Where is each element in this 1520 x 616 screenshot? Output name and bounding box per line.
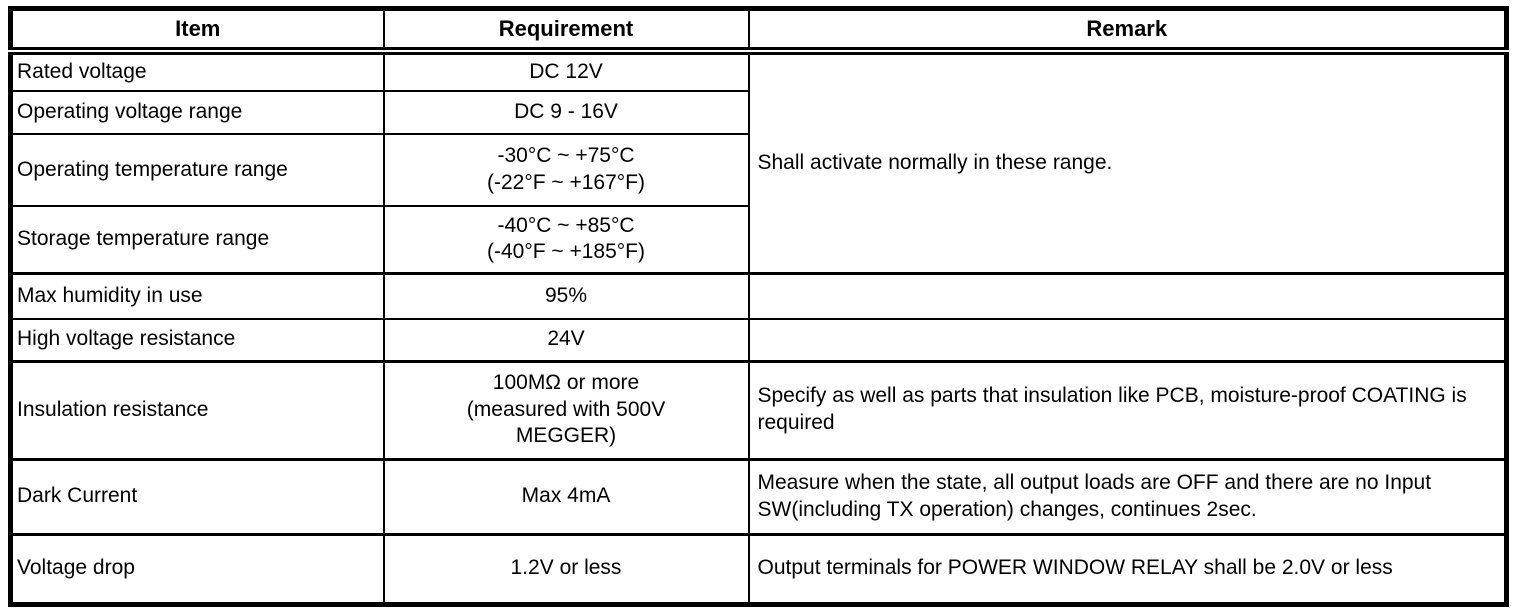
requirement-cell xyxy=(384,134,749,206)
requirement-cell: Max 4mA xyxy=(384,459,749,534)
item-cell: Dark Current xyxy=(11,459,384,534)
requirement-line: (-22°F ~ +167°F) xyxy=(486,171,646,194)
requirement-cell: 95% xyxy=(384,273,749,319)
requirement-cell: DC 9 - 16V xyxy=(384,91,749,134)
col-header-requirement: Requirement xyxy=(384,9,749,52)
item-cell: Max humidity in use xyxy=(11,273,384,319)
table-row xyxy=(11,273,1507,319)
requirement-cell xyxy=(384,361,749,459)
spec-table xyxy=(8,6,1509,607)
remark-cell xyxy=(749,319,1507,361)
remark-cell: Output terminals for POWER WINDOW RELAY shall be 2.0V or less xyxy=(749,534,1507,604)
item-cell: Insulation resistance xyxy=(11,361,384,459)
requirement-cell xyxy=(384,206,749,273)
requirement-line: 100MΩ or more xyxy=(492,371,640,395)
requirement-cell: DC 12V xyxy=(384,51,749,91)
table-row xyxy=(11,459,1507,534)
requirement-line: (measured with 500V xyxy=(466,397,666,421)
remark-cell-merged: Shall activate normally in these range. xyxy=(749,51,1507,273)
col-header-remark: Remark xyxy=(749,9,1507,52)
table-row xyxy=(11,534,1507,604)
remark-cell xyxy=(749,273,1507,319)
table-row xyxy=(11,319,1507,361)
item-cell: Operating temperature range xyxy=(11,134,384,206)
requirement-cell: 1.2V or less xyxy=(384,534,749,604)
requirement-cell: 24V xyxy=(384,319,749,361)
item-cell: Storage temperature range xyxy=(11,206,384,273)
remark-cell: Measure when the state, all output loads are OFF and there are no Input SW(including TX operation) changes, continues 2sec. xyxy=(749,459,1507,534)
header-row xyxy=(11,9,1507,52)
requirement-line: -30°C ~ +75°C xyxy=(497,144,635,168)
item-cell: Voltage drop xyxy=(11,534,384,604)
item-cell: Operating voltage range xyxy=(11,91,384,134)
requirement-line: -40°C ~ +85°C xyxy=(497,213,635,237)
table-row xyxy=(11,361,1507,459)
item-cell: Rated voltage xyxy=(11,51,384,91)
remark-cell: Specify as well as parts that insulation like PCB, moisture-proof COATING is required xyxy=(749,361,1507,459)
requirement-line: (-40°F ~ +185°F) xyxy=(486,240,646,264)
item-cell: High voltage resistance xyxy=(11,319,384,361)
requirement-line: MEGGER) xyxy=(515,424,617,448)
col-header-item: Item xyxy=(11,9,384,52)
table-row xyxy=(11,51,1507,91)
